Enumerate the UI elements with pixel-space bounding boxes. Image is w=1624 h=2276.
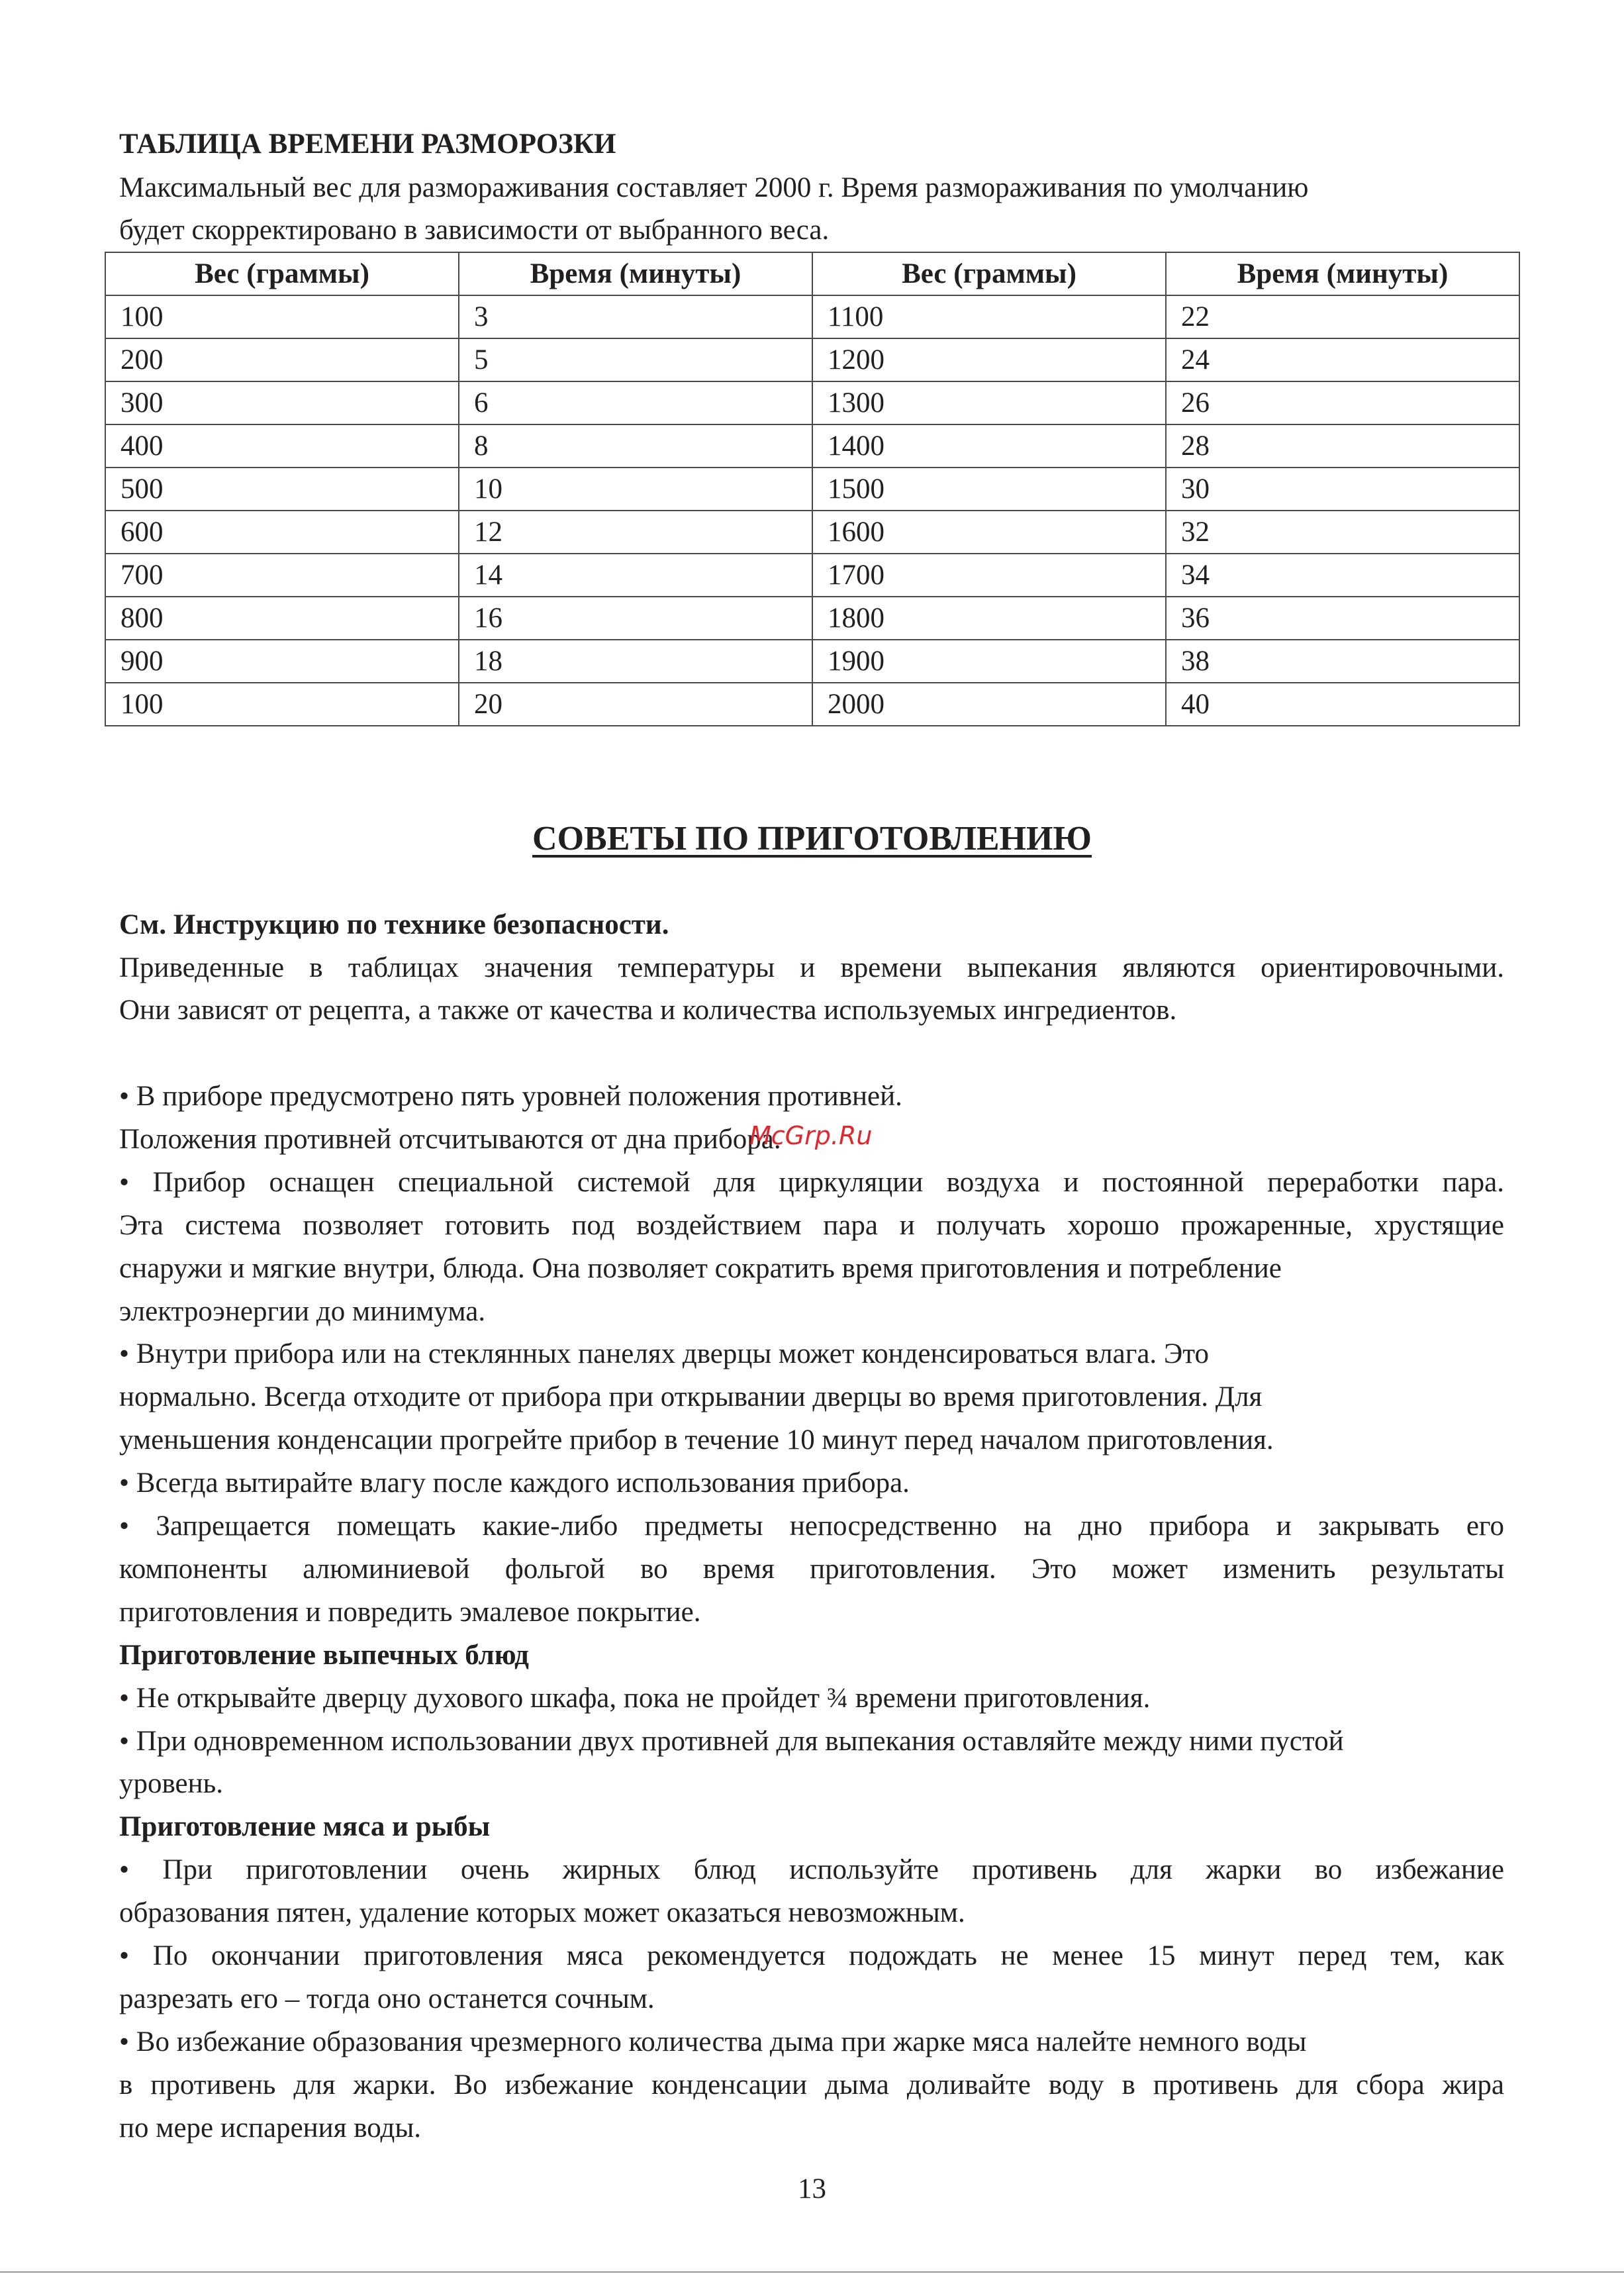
weight-cell: 200 (105, 338, 459, 381)
table-row (105, 424, 1519, 468)
text-line: Приведенные в таблицах значения температуры и времени выпекания являются ориентировочными. (119, 952, 1504, 983)
weight-cell: 2000 (812, 683, 1166, 726)
subheading: Приготовление выпечных блюд (119, 1640, 529, 1671)
text-line: • Прибор оснащен специальной системой для циркуляции воздуха и постоянной переработки пара. (119, 1167, 1504, 1198)
weight-cell: 500 (105, 468, 459, 511)
defrost-intro-line: будет скорректировано в зависимости от выбранного веса. (119, 215, 830, 246)
text-line: Положения противней отсчитываются от дна прибора. (119, 1124, 781, 1155)
text-line: уровень. (119, 1768, 224, 1799)
text-line: нормально. Всегда отходите от прибора при открывании дверцы во время приготовления. Для (119, 1381, 1263, 1412)
defrost-intro-line: Максимальный вес для размораживания составляет 2000 г. Время размораживания по умолчанию (119, 172, 1309, 203)
text-line: Эта система позволяет готовить под воздействием пара и получать хорошо прожаренные, хрустящие (119, 1210, 1504, 1241)
table-row (105, 381, 1519, 424)
table-row (105, 683, 1519, 726)
text-line: • В приборе предусмотрено пять уровней положения противней. (119, 1081, 902, 1112)
column-header-weight: Вес (граммы) (105, 252, 459, 295)
weight-cell: 1700 (812, 554, 1166, 597)
subheading: См. Инструкцию по технике безопасности. (119, 909, 669, 940)
time-cell: 18 (459, 640, 812, 683)
text-line: разрезать его – тогда оно останется сочным. (119, 1983, 655, 2014)
weight-cell: 1300 (812, 381, 1166, 424)
text-line: • Внутри прибора или на стеклянных панелях дверцы может конденсироваться влага. Это (119, 1338, 1210, 1369)
text-line: электроэнергии до минимума. (119, 1296, 486, 1327)
time-cell: 32 (1166, 511, 1519, 554)
text-line: • Всегда вытирайте влагу после каждого использования прибора. (119, 1467, 910, 1499)
text-line: образования пятен, удаление которых может оказаться невозможным. (119, 1897, 965, 1928)
table-row (105, 640, 1519, 683)
table-row (105, 554, 1519, 597)
weight-cell: 700 (105, 554, 459, 597)
time-cell: 14 (459, 554, 812, 597)
weight-cell: 1500 (812, 468, 1166, 511)
table-row (105, 511, 1519, 554)
time-cell: 20 (459, 683, 812, 726)
weight-cell: 1900 (812, 640, 1166, 683)
time-cell: 26 (1166, 381, 1519, 424)
weight-cell: 1600 (812, 511, 1166, 554)
text-line: • Во избежание образования чрезмерного количества дыма при жарке мяса налейте немного воды (119, 2026, 1307, 2057)
text-line: приготовления и повредить эмалевое покрытие. (119, 1597, 701, 1628)
text-line: по мере испарения воды. (119, 2112, 422, 2144)
weight-cell: 900 (105, 640, 459, 683)
weight-cell: 1200 (812, 338, 1166, 381)
time-cell: 40 (1166, 683, 1519, 726)
column-header-time: Время (минуты) (459, 252, 812, 295)
weight-cell: 600 (105, 511, 459, 554)
time-cell: 8 (459, 424, 812, 468)
time-cell: 22 (1166, 295, 1519, 338)
cooking-tips-heading: СОВЕТЫ ПО ПРИГОТОВЛЕНИЮ (532, 820, 1092, 858)
bottom-divider (0, 2271, 1624, 2273)
weight-cell: 800 (105, 597, 459, 640)
subheading: Приготовление мяса и рыбы (119, 1811, 491, 1842)
time-cell: 3 (459, 295, 812, 338)
time-cell: 10 (459, 468, 812, 511)
time-cell: 16 (459, 597, 812, 640)
weight-cell: 100 (105, 295, 459, 338)
weight-cell: 1100 (812, 295, 1166, 338)
table-row (105, 468, 1519, 511)
text-line: • При одновременном использовании двух противней для выпекания оставляйте между ними пустой (119, 1726, 1344, 1757)
column-header-weight: Вес (граммы) (812, 252, 1166, 295)
defrost-table-title: ТАБЛИЦА ВРЕМЕНИ РАЗМОРОЗКИ (119, 128, 616, 160)
time-cell: 34 (1166, 554, 1519, 597)
table-header-row (105, 252, 1519, 295)
text-line: • По окончании приготовления мяса рекомендуется подождать не менее 15 минут перед тем, как (119, 1940, 1504, 1971)
table-row (105, 295, 1519, 338)
text-line: снаружи и мягкие внутри, блюда. Она позволяет сократить время приготовления и потребление (119, 1253, 1282, 1284)
column-header-time: Время (минуты) (1166, 252, 1519, 295)
weight-cell: 300 (105, 381, 459, 424)
weight-cell: 1800 (812, 597, 1166, 640)
weight-cell: 100 (105, 683, 459, 726)
text-line: уменьшения конденсации прогрейте прибор в течение 10 минут перед началом приготовления. (119, 1424, 1274, 1456)
text-line: • При приготовлении очень жирных блюд используйте противень для жарки во избежание (119, 1854, 1504, 1885)
time-cell: 36 (1166, 597, 1519, 640)
time-cell: 28 (1166, 424, 1519, 468)
text-line: Они зависят от рецепта, а также от качества и количества используемых ингредиентов. (119, 995, 1177, 1026)
table-row (105, 597, 1519, 640)
table-row (105, 338, 1519, 381)
time-cell: 12 (459, 511, 812, 554)
text-line: • Запрещается помещать какие-либо предметы непосредственно на дно прибора и закрывать его (119, 1510, 1504, 1542)
page-number: 13 (798, 2173, 826, 2204)
time-cell: 5 (459, 338, 812, 381)
text-line: компоненты алюминиевой фольгой во время приготовления. Это может изменить результаты (119, 1554, 1504, 1585)
time-cell: 38 (1166, 640, 1519, 683)
time-cell: 30 (1166, 468, 1519, 511)
time-cell: 6 (459, 381, 812, 424)
weight-cell: 400 (105, 424, 459, 468)
defrost-table (105, 252, 1520, 726)
text-line: • Не открывайте дверцу духового шкафа, пока не пройдет ¾ времени приготовления. (119, 1683, 1151, 1714)
time-cell: 24 (1166, 338, 1519, 381)
weight-cell: 1400 (812, 424, 1166, 468)
text-line: в противень для жарки. Во избежание конденсации дыма доливайте воду в противень для сбора жира (119, 2069, 1504, 2101)
watermark: McGrp.Ru (749, 1121, 873, 1150)
